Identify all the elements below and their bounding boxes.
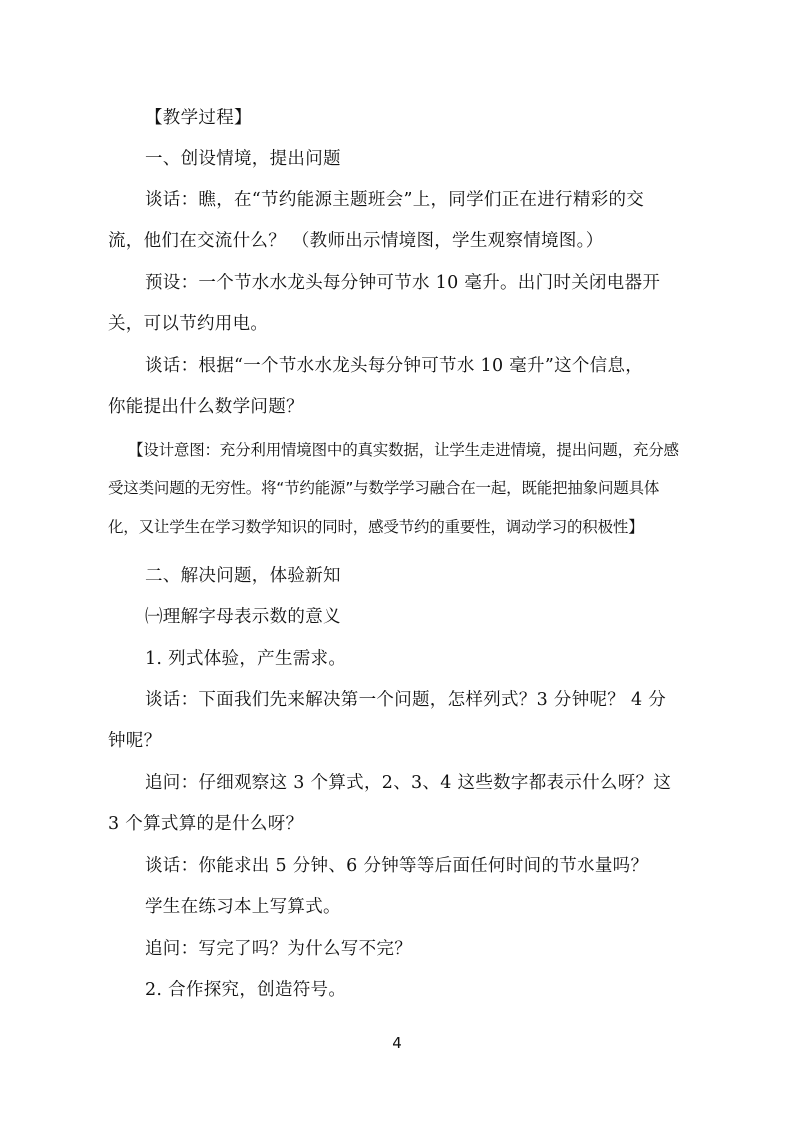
design-intent-line: 受这类问题的无穷性。将“节约能源”与数学学习融合在一起，既能把抽象问题具体	[108, 479, 660, 497]
paragraph-line: 3 个算式算的是什么呀？	[108, 814, 304, 834]
section-heading-teaching-process: 【教学过程】	[145, 108, 252, 128]
paragraph-line: 你能提出什么数学问题？	[108, 397, 304, 417]
page-number: 4	[392, 1034, 402, 1052]
paragraph-line: 追问：仔细观察这 3 个算式，2、3、4 这些数字都表示什么呀？这	[145, 773, 672, 793]
subsection-heading: ㈠理解字母表示数的意义	[145, 607, 341, 627]
paragraph-line: 关，可以节约用电。	[108, 314, 269, 334]
paragraph-line: 流，他们在交流什么？ （教师出示情境图，学生观察情境图。）	[108, 231, 604, 251]
paragraph-line: 谈话：你能求出 5 分钟、6 分钟等等后面任何时间的节水量吗？	[145, 856, 649, 876]
paragraph-line: 预设：一个节水水龙头每分钟可节水 10 毫升。出门时关闭电器开	[145, 273, 661, 293]
step-heading: 1. 列式体验，产生需求。	[145, 649, 347, 669]
paragraph-line: 追问：写完了吗？为什么写不完？	[145, 939, 412, 959]
paragraph-line: 谈话：根据“一个节水水龙头每分钟可节水 10 毫升”这个信息，	[145, 356, 644, 376]
step-heading: 2. 合作探究，创造符号。	[145, 980, 347, 1000]
paragraph-line: 学生在练习本上写算式。	[145, 897, 341, 917]
paragraph-line: 谈话：下面我们先来解决第一个问题，怎样列式？3 分钟呢？ 4 分	[145, 690, 667, 710]
paragraph-line: 谈话：瞧，在“节约能源主题班会”上，同学们正在进行精彩的交	[145, 190, 645, 210]
paragraph-line: 钟呢？	[108, 731, 162, 751]
design-intent-line: 化，又让学生在学习数学知识的同时，感受节约的重要性，调动学习的积极性】	[108, 518, 644, 536]
design-intent-line: 【设计意图：充分利用情境图中的真实数据，让学生走进情境，提出问题，充分感	[128, 441, 679, 459]
section-heading-2: 二、解决问题，体验新知	[145, 566, 341, 586]
section-heading-1: 一、创设情境，提出问题	[145, 149, 341, 169]
